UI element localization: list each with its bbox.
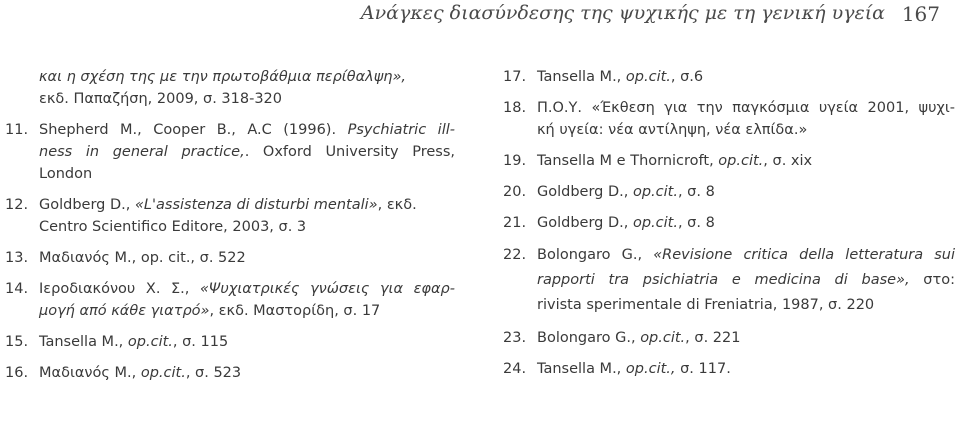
reference-13: 13. Μαδιανός Μ., op. cit., σ. 522 xyxy=(5,247,455,269)
continuation-line: και η σχέση της με την πρωτοβάθμια περίθαλψη», xyxy=(39,69,407,85)
reference-number: 14. xyxy=(5,281,29,297)
reference-number: 24. xyxy=(503,361,527,377)
reference-number: 18. xyxy=(503,100,527,116)
reference-number: 19. xyxy=(503,153,527,169)
reference-number: 21. xyxy=(503,215,527,231)
reference-number: 20. xyxy=(503,184,527,200)
reference-number: 22. xyxy=(503,247,527,263)
page-header xyxy=(0,0,960,30)
reference-number: 15. xyxy=(5,334,29,350)
reference-17: 17. Tansella M., op.cit., σ.6 xyxy=(503,66,955,88)
continuation-line: εκδ. Παπαζήση, 2009, σ. 318-320 xyxy=(39,91,283,107)
running-title: Ανάγκες διασύνδεσης της ψυχικής με τη γενική υγεία xyxy=(360,2,885,24)
reference-11: 11. Shepherd M., Cooper B., A.C (1996). Psychiatric ill- ness in general practice,. Oxford University Press, London xyxy=(5,119,455,185)
reference-15: 15. Tansella M., op.cit., σ. 115 xyxy=(5,331,455,353)
reference-number: 11. xyxy=(5,122,29,138)
reference-number: 13. xyxy=(5,250,29,266)
reference-number: 23. xyxy=(503,330,527,346)
reference-12: 12. Goldberg D., «L'assistenza di disturbi mentali», εκδ. Centro Scientifico Editore, 2003, σ. 3 xyxy=(5,194,455,238)
reference-22: 22. Bolongaro G., «Revisione critica della letteratura sui rapporti tra psichiatria e medicina di base», στο: rivista sperimentale di Freniatria, 1987, σ. 220 xyxy=(503,243,955,318)
reference-18: 18. Π.Ο.Υ. «Έκθεση για την παγκόσμια υγεία 2001, ψυχι- κή υγεία: νέα αντίληψη, νέα ελπίδα.» xyxy=(503,97,955,141)
reference-19: 19. Tansella M e Thornicroft, op.cit., σ. xix xyxy=(503,150,955,172)
left-column xyxy=(5,66,455,384)
page-number: 167 xyxy=(901,2,940,26)
reference-20: 20. Goldberg D., op.cit., σ. 8 xyxy=(503,181,955,203)
reference-16: 16. Μαδιανός Μ., op.cit., σ. 523 xyxy=(5,362,455,384)
reference-number: 16. xyxy=(5,365,29,381)
reference-14: 14. Ιεροδιακόνου Χ. Σ., «Ψυχιατρικές γνώσεις για εφαρ- μογή από κάθε γιατρό», εκδ. Μαστορίδη, σ. 17 xyxy=(5,278,455,322)
right-column xyxy=(503,66,955,380)
reference-23: 23. Bolongaro G., op.cit., σ. 221 xyxy=(503,327,955,349)
reference-21: 21. Goldberg D., op.cit., σ. 8 xyxy=(503,212,955,234)
reference-24: 24. Tansella M., op.cit., σ. 117. xyxy=(503,358,955,380)
reference-number: 17. xyxy=(503,69,527,85)
reference-number: 12. xyxy=(5,197,29,213)
